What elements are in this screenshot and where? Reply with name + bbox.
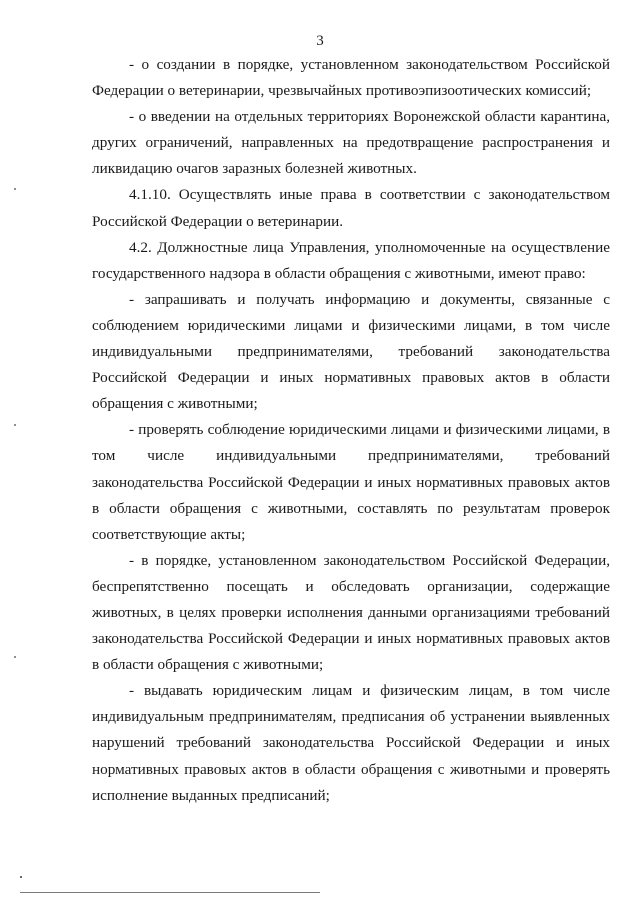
document-body <box>92 52 610 809</box>
paragraph-verify-compliance: - проверять соблюдение юридическими лицами и физическими лицами, в том числе индивидуальными предпринимателями, требований законодательства Российской Федерации и иных нормативных правовых актов в области обращения с животными, составлять по результатам проверок соответствующие акты; <box>92 421 610 543</box>
scan-margin-mark <box>14 188 16 190</box>
paragraph-issue-orders: - выдавать юридическим лицам и физическим лицам, в том числе индивидуальным предпринимателям, предписания об устранении выявленных нарушений требований законодательства Российской Федерации и иных нормативных правовых актов в области обращения с животными и проверять исполнение выданных предписаний; <box>92 682 610 804</box>
paragraph-inspect-organizations: - в порядке, установленном законодательством Российской Федерации, беспрепятственно посещать и обследовать организации, содержащие животных, в целях проверки исполнения данными организациями требований законодательства Российской Федерации и иных нормативных правовых актов в области обращения с животными; <box>92 551 610 674</box>
paragraph-quarantine: - о введении на отдельных территориях Воронежской области карантина, других ограничений, направленных на предотвращение распространения и ликвидацию очагов заразных болезней животных. <box>92 108 610 178</box>
page-bottom-edge <box>20 892 320 893</box>
paragraph-4-1-10: 4.1.10. Осуществлять иные права в соответствии с законодательством Российской Федерации о ветеринарии. <box>92 186 610 230</box>
scan-margin-mark <box>14 424 16 426</box>
paragraph-commission: - о создании в порядке, установленном законодательством Российской Федерации о ветеринарии, чрезвычайных противоэпизоотических комиссий; <box>92 56 610 100</box>
page-number: 3 <box>316 33 324 49</box>
scan-margin-mark <box>14 656 16 658</box>
paragraph-4-2: 4.2. Должностные лица Управления, уполномоченные на осуществление государственного надзора в области обращения с животными, имеют право: <box>92 238 610 282</box>
paragraph-request-information: - запрашивать и получать информацию и документы, связанные с соблюдением юридическими лицами и физическими лицами, в том числе индивидуальными предпринимателями, требований законодательства Российской Федерации и иных нормативных правовых актов в области обращения с животными; <box>92 290 610 413</box>
scan-margin-mark <box>20 876 22 878</box>
